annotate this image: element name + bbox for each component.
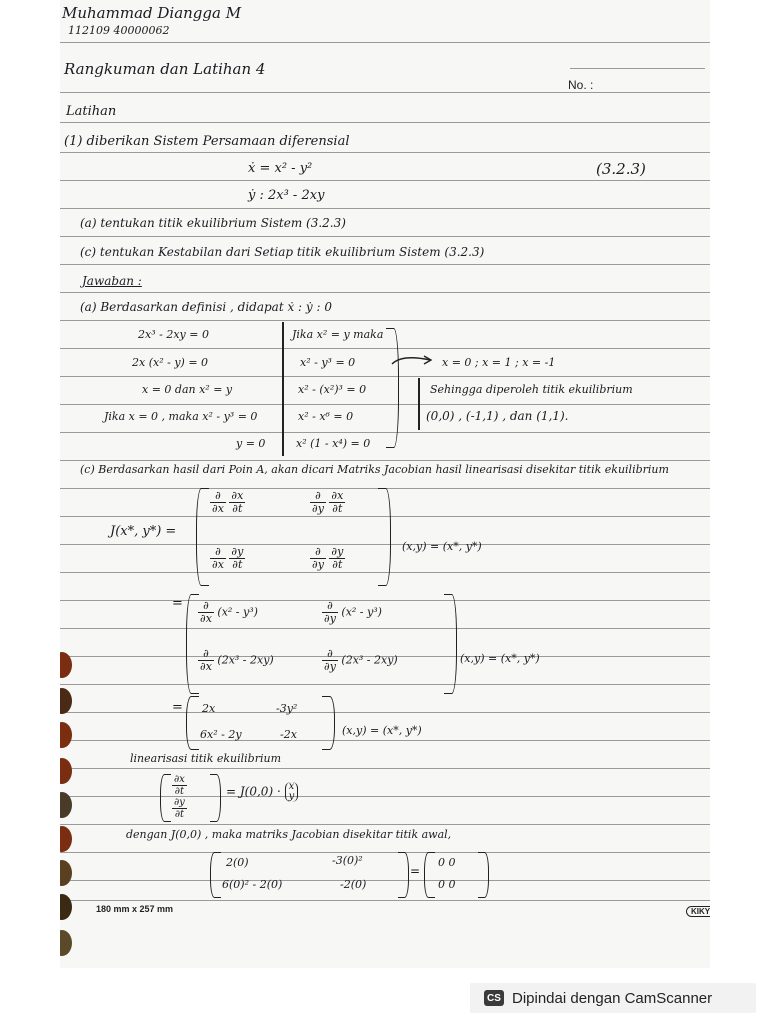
final-right-paren (398, 852, 409, 898)
lin-right-paren (210, 774, 221, 822)
jacobian2-eval-at: (x,y) = (x*, y*) (460, 652, 540, 665)
left-row-5: y = 0 (236, 437, 266, 450)
binder-hole (60, 722, 72, 748)
binder-hole (60, 930, 72, 956)
final-cell-22: -2(0) (340, 878, 367, 891)
problem-statement: (1) diberikan Sistem Persamaan diferensial (64, 134, 350, 149)
jac-cell-11: $\frac{\partial}{\partial x}$ $\frac{\partial x}{\partial t}$ (212, 489, 244, 516)
left-row-2: 2x (x² - y) = 0 (132, 356, 209, 369)
equals-sign: = (172, 700, 183, 715)
jac2-cell-11: $\frac{\partial}{\partial x}$ (x² - y³) (200, 599, 258, 626)
right-row-5: x² (1 - x⁴) = 0 (296, 437, 371, 450)
answer-label: Jawaban : (82, 274, 142, 288)
final-text: dengan J(0,0) , maka matriks Jacobian disekitar titik awal, (126, 828, 452, 841)
section-heading: Latihan (66, 104, 117, 119)
roots: x = 0 ; x = 1 ; x = -1 (442, 356, 556, 369)
right-row-2: x² - y³ = 0 (300, 356, 356, 369)
paper-size: 180 mm x 257 mm (96, 904, 174, 914)
no-label: No. : (568, 78, 594, 92)
jac-cell-21: $\frac{\partial}{\partial x}$ $\frac{\partial y}{\partial t}$ (212, 545, 244, 572)
right-row-4: x² - x⁶ = 0 (298, 410, 354, 423)
jac3-cell-12: -3y² (276, 702, 298, 715)
binder-hole (60, 894, 72, 920)
jac3-cell-11: 2x (202, 702, 216, 715)
equals-sign: = (410, 864, 421, 878)
jacobian3-eval-at: (x,y) = (x*, y*) (342, 724, 422, 737)
left-row-3: x = 0 dan x² = y (142, 383, 233, 396)
equation-2: ẏ : 2x³ - 2xy (248, 188, 325, 203)
page-title: Rangkuman dan Latihan 4 (64, 60, 266, 78)
jac2-cell-22: $\frac{\partial}{\partial y}$ (2x³ - 2xy) (324, 647, 398, 674)
lin-equation: = J(0,0) · x y (226, 782, 298, 802)
jac2-cell-21: $\frac{\partial}{\partial x}$ (2x³ - 2xy) (200, 647, 274, 674)
student-nim: 112109 40000062 (68, 24, 170, 37)
jac2-cell-12: $\frac{\partial}{\partial y}$ (x² - y³) (324, 599, 382, 626)
jacobian-label: J(x*, y*) = (110, 524, 177, 539)
result-row-2: 0 0 (438, 878, 456, 891)
right-brace (386, 328, 399, 448)
equation-1: ẋ = x² - y² (248, 161, 313, 176)
jacobian-right-paren (378, 488, 391, 586)
result-right-paren (478, 852, 489, 898)
jac3-cell-22: -2x (280, 728, 297, 741)
jacobian3-right-paren (322, 696, 335, 750)
final-cell-11: 2(0) (226, 856, 249, 869)
paper-brand: KIKY (686, 906, 710, 917)
binder-hole (60, 860, 72, 886)
jacobian-left-paren (196, 488, 209, 586)
right-row-1: Jika x² = y maka (292, 328, 384, 341)
equals-sign: = (172, 596, 183, 611)
conclusion-line-1: Sehingga diperoleh titik ekuilibrium (430, 383, 633, 396)
left-row-1: 2x³ - 2xy = 0 (138, 328, 209, 341)
final-left-paren (210, 852, 221, 898)
result-left-paren (424, 852, 435, 898)
jacobian-eval-at: (x,y) = (x*, y*) (402, 540, 482, 553)
left-row-4: Jika x = 0 , maka x² - y³ = 0 (104, 410, 258, 423)
jacobian3-left-paren (186, 696, 199, 750)
binder-hole (60, 758, 72, 784)
linearisasi-label: linearisasi titik ekuilibrium (130, 752, 282, 765)
part-c-intro: (c) Berdasarkan hasil dari Poin A, akan dicari Matriks Jacobian hasil linearisasi disekitar titik ekuilibrium (80, 463, 669, 476)
problem-part-a: (a) tentukan titik ekuilibrium Sistem (3.2.3) (80, 216, 346, 230)
arrow-icon (390, 352, 436, 368)
jac3-cell-21: 6x² - 2y (200, 728, 242, 741)
notebook-page (60, 0, 710, 968)
no-line (570, 68, 705, 69)
camscanner-logo-icon: CS (484, 990, 504, 1006)
part-a-intro: (a) Berdasarkan definisi , didapat ẋ : ẏ : 0 (80, 300, 332, 314)
final-cell-12: -3(0)² (332, 854, 363, 867)
final-cell-21: 6(0)² - 2(0) (222, 878, 283, 891)
equation-reference: (3.2.3) (596, 160, 646, 178)
problem-part-c: (c) tentukan Kestabilan dari Setiap titik ekuilibrium Sistem (3.2.3) (80, 245, 485, 259)
jac-cell-22: $\frac{\partial}{\partial y}$ $\frac{\partial y}{\partial t}$ (312, 545, 344, 572)
column-divider (282, 322, 284, 456)
binder-hole (60, 826, 72, 852)
jac-cell-12: $\frac{\partial}{\partial y}$ $\frac{\partial x}{\partial t}$ (312, 489, 344, 516)
result-row-1: 0 0 (438, 856, 456, 869)
lin-left-paren (160, 774, 171, 822)
conclusion-divider (418, 378, 420, 430)
scanner-text: Dipindai dengan CamScanner (512, 989, 713, 1007)
binder-hole (60, 688, 72, 714)
jacobian2-right-paren (444, 594, 457, 694)
right-row-3: x² - (x²)³ = 0 (298, 383, 367, 396)
scanner-watermark (470, 983, 756, 1013)
lin-vector: $\frac{\partial x}{\partial t}$ $\frac{\partial y}{\partial t}$ (174, 774, 185, 820)
student-name: Muhammad Diangga M (62, 4, 242, 22)
conclusion-line-2: (0,0) , (-1,1) , dan (1,1). (426, 409, 569, 423)
